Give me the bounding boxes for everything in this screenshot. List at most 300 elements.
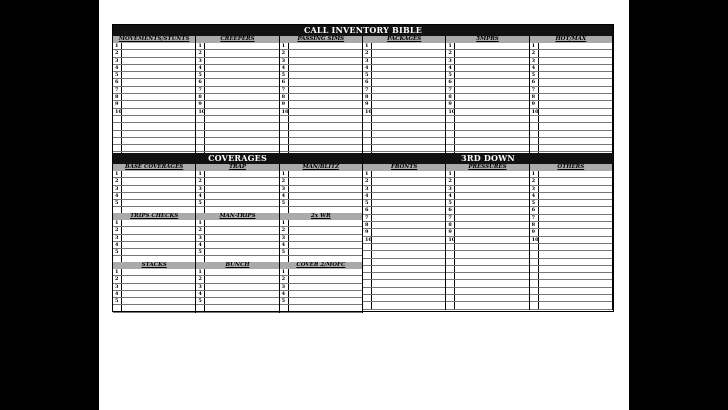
list-row[interactable]	[530, 65, 612, 72]
list-row[interactable]	[363, 266, 445, 273]
list-row[interactable]	[113, 79, 195, 86]
list-row[interactable]	[196, 298, 278, 305]
list-row[interactable]	[280, 94, 362, 101]
row-number: 1	[196, 171, 205, 177]
row-number: 9	[530, 229, 539, 235]
list-row[interactable]	[446, 65, 528, 72]
row-number: 3	[196, 58, 205, 64]
list-row[interactable]	[280, 249, 362, 256]
row-number: 4	[113, 291, 122, 297]
row-number	[113, 131, 122, 137]
list-row[interactable]	[446, 131, 528, 138]
list-row[interactable]	[113, 131, 195, 138]
list-row[interactable]	[530, 186, 612, 193]
row-number	[530, 145, 539, 151]
list-row[interactable]	[446, 229, 528, 236]
list-row[interactable]	[446, 178, 528, 185]
row-number	[530, 302, 539, 308]
list-row[interactable]	[280, 101, 362, 108]
list-row[interactable]	[530, 123, 612, 130]
list-row[interactable]	[446, 87, 528, 94]
row-number: 2	[196, 276, 205, 282]
list-row[interactable]	[530, 280, 612, 287]
row-number: 7	[446, 87, 455, 93]
list-row[interactable]	[196, 220, 278, 227]
row-number: 8	[363, 222, 372, 228]
list-row[interactable]	[113, 178, 195, 185]
list-row[interactable]	[196, 269, 278, 276]
list-row[interactable]	[530, 288, 612, 295]
row-number: 4	[280, 65, 289, 71]
list-row[interactable]	[280, 72, 362, 79]
list-row[interactable]	[196, 193, 278, 200]
row-number: 8	[530, 94, 539, 100]
list-row[interactable]	[113, 87, 195, 94]
list-row[interactable]	[280, 145, 362, 152]
list-row[interactable]	[196, 276, 278, 283]
list-row[interactable]	[363, 259, 445, 266]
list-row[interactable]	[196, 171, 278, 178]
row-number: 6	[196, 79, 205, 85]
row-number: 2	[280, 276, 289, 282]
list-row[interactable]	[446, 72, 528, 79]
list-row[interactable]	[363, 65, 445, 72]
list-row[interactable]	[280, 186, 362, 193]
list-row[interactable]	[363, 244, 445, 251]
list-row[interactable]	[363, 138, 445, 145]
list-row[interactable]	[446, 273, 528, 280]
list-row[interactable]	[280, 123, 362, 130]
list-row[interactable]	[113, 116, 195, 123]
list-row[interactable]	[280, 58, 362, 65]
row-number	[446, 244, 455, 250]
list-row[interactable]	[280, 79, 362, 86]
list-row[interactable]	[363, 171, 445, 178]
list-row[interactable]	[363, 302, 445, 309]
list-row[interactable]	[446, 200, 528, 207]
header-stacks: STACKS	[113, 262, 196, 269]
row-number	[363, 280, 372, 286]
row-number: 10	[531, 236, 539, 243]
list-row[interactable]	[196, 109, 278, 116]
row-number: 10	[448, 108, 456, 115]
row-number: 8	[363, 94, 372, 100]
list-row[interactable]	[196, 131, 278, 138]
row-number	[363, 145, 372, 151]
row-number: 8	[530, 222, 539, 228]
row-number: 7	[280, 87, 289, 93]
row-number: 10	[281, 108, 289, 115]
list-row[interactable]	[446, 207, 528, 214]
row-number	[446, 131, 455, 137]
list-row[interactable]	[113, 171, 195, 178]
row-number: 3	[280, 284, 289, 290]
list-row[interactable]	[363, 94, 445, 101]
list-row[interactable]	[363, 178, 445, 185]
row-number	[196, 123, 205, 129]
list-row[interactable]	[530, 131, 612, 138]
list-row[interactable]	[280, 235, 362, 242]
row-number: 1	[113, 43, 122, 49]
list-row[interactable]	[530, 109, 612, 116]
list-row[interactable]	[280, 291, 362, 298]
list-row[interactable]	[196, 50, 278, 57]
list-row[interactable]	[196, 138, 278, 145]
list-row[interactable]	[530, 193, 612, 200]
row-number: 3	[196, 284, 205, 290]
row-number	[363, 266, 372, 272]
list-row[interactable]	[446, 123, 528, 130]
list-row[interactable]	[363, 186, 445, 193]
row-number	[363, 273, 372, 279]
list-row[interactable]	[280, 276, 362, 283]
row-number: 4	[280, 291, 289, 297]
list-row[interactable]	[530, 222, 612, 229]
row-number: 10	[448, 236, 456, 243]
list-row[interactable]	[530, 302, 612, 309]
list-row[interactable]	[363, 237, 445, 244]
list-row[interactable]	[446, 259, 528, 266]
list-row[interactable]	[280, 171, 362, 178]
top-column-3	[280, 43, 363, 160]
list-row[interactable]	[530, 273, 612, 280]
list-row[interactable]	[363, 145, 445, 152]
list-row[interactable]	[113, 58, 195, 65]
list-row[interactable]	[363, 72, 445, 79]
list-row[interactable]	[363, 43, 445, 50]
list-row[interactable]	[196, 87, 278, 94]
list-row[interactable]	[113, 242, 195, 249]
row-number: 10	[115, 108, 122, 115]
list-row[interactable]	[530, 215, 612, 222]
list-row[interactable]	[280, 227, 362, 234]
row-number: 5	[196, 249, 205, 255]
list-row[interactable]	[280, 305, 362, 312]
coverage-column	[196, 171, 279, 215]
row-number	[280, 145, 289, 151]
row-number: 6	[113, 79, 122, 85]
row-number: 3	[280, 235, 289, 241]
header-trap: TRAP	[196, 164, 279, 171]
list-row[interactable]	[113, 235, 195, 242]
list-row[interactable]	[530, 116, 612, 123]
list-row[interactable]	[113, 65, 195, 72]
list-row[interactable]	[363, 50, 445, 57]
list-row[interactable]	[446, 251, 528, 258]
list-row[interactable]	[280, 87, 362, 94]
list-row[interactable]	[196, 72, 278, 79]
list-row[interactable]	[446, 101, 528, 108]
list-row[interactable]	[280, 284, 362, 291]
row-number: 3	[530, 58, 539, 64]
row-number	[530, 244, 539, 250]
list-row[interactable]	[363, 109, 445, 116]
row-number: 4	[530, 193, 539, 199]
list-row[interactable]	[113, 291, 195, 298]
document-page	[99, 0, 629, 410]
list-row[interactable]	[363, 251, 445, 258]
list-row[interactable]	[446, 138, 528, 145]
list-row[interactable]	[446, 145, 528, 152]
row-number: 2	[113, 50, 122, 56]
list-row[interactable]	[113, 284, 195, 291]
list-row[interactable]	[113, 145, 195, 152]
row-number: 4	[196, 193, 205, 199]
row-number: 4	[280, 242, 289, 248]
list-row[interactable]	[113, 94, 195, 101]
list-row[interactable]	[446, 280, 528, 287]
row-number: 4	[196, 65, 205, 71]
list-row[interactable]	[363, 273, 445, 280]
header-packages: PACKAGES	[363, 36, 446, 43]
list-row[interactable]	[113, 193, 195, 200]
row-number: 5	[196, 72, 205, 78]
row-number	[113, 145, 122, 151]
list-row[interactable]	[280, 193, 362, 200]
list-row[interactable]	[196, 116, 278, 123]
list-row[interactable]	[530, 244, 612, 251]
row-number: 2	[280, 50, 289, 56]
list-row[interactable]	[280, 242, 362, 249]
list-row[interactable]	[363, 116, 445, 123]
header-trips-checks: TRIPS CHECKS	[113, 213, 196, 220]
list-row[interactable]	[196, 79, 278, 86]
list-row[interactable]	[196, 235, 278, 242]
list-row[interactable]	[113, 220, 195, 227]
row-number: 6	[530, 207, 539, 213]
list-row[interactable]	[280, 200, 362, 207]
coverage-column	[280, 220, 363, 264]
list-row[interactable]	[530, 138, 612, 145]
list-row[interactable]	[530, 207, 612, 214]
list-row[interactable]	[280, 109, 362, 116]
list-row[interactable]	[113, 269, 195, 276]
list-row[interactable]	[196, 305, 278, 312]
list-row[interactable]	[530, 101, 612, 108]
row-number: 7	[113, 87, 122, 93]
list-row[interactable]	[280, 43, 362, 50]
list-row[interactable]	[530, 259, 612, 266]
list-row[interactable]	[363, 215, 445, 222]
list-row[interactable]	[196, 178, 278, 185]
list-row[interactable]	[446, 288, 528, 295]
list-row[interactable]	[530, 79, 612, 86]
row-number: 9	[363, 229, 372, 235]
list-row[interactable]	[196, 291, 278, 298]
list-row[interactable]	[196, 123, 278, 130]
list-row[interactable]	[196, 284, 278, 291]
list-row[interactable]	[280, 50, 362, 57]
list-row[interactable]	[113, 50, 195, 57]
list-row[interactable]	[530, 237, 612, 244]
row-number: 2	[363, 178, 372, 184]
list-row[interactable]	[113, 298, 195, 305]
third-down-column	[530, 171, 613, 310]
header-5mprs: 5MPRS	[446, 36, 529, 43]
list-row[interactable]	[196, 94, 278, 101]
row-number: 6	[446, 79, 455, 85]
list-row[interactable]	[363, 222, 445, 229]
list-row[interactable]	[363, 207, 445, 214]
row-number: 3	[113, 284, 122, 290]
list-row[interactable]	[113, 43, 195, 50]
row-number	[446, 116, 455, 122]
list-row[interactable]	[446, 58, 528, 65]
row-number: 2	[196, 227, 205, 233]
row-number	[363, 116, 372, 122]
list-row[interactable]	[446, 109, 528, 116]
row-number: 5	[113, 249, 122, 255]
list-row[interactable]	[363, 87, 445, 94]
list-row[interactable]	[280, 65, 362, 72]
list-row[interactable]	[363, 229, 445, 236]
third-down-column	[446, 171, 529, 310]
row-number: 5	[280, 200, 289, 206]
list-row[interactable]	[280, 178, 362, 185]
list-row[interactable]	[530, 94, 612, 101]
list-row[interactable]	[280, 269, 362, 276]
list-row[interactable]	[530, 58, 612, 65]
list-row[interactable]	[530, 295, 612, 302]
list-row[interactable]	[196, 200, 278, 207]
list-row[interactable]	[446, 79, 528, 86]
list-row[interactable]	[363, 101, 445, 108]
list-row[interactable]	[113, 109, 195, 116]
list-row[interactable]	[530, 50, 612, 57]
row-number	[363, 138, 372, 144]
row-number: 10	[531, 108, 539, 115]
list-row[interactable]	[363, 58, 445, 65]
list-row[interactable]	[446, 302, 528, 309]
row-number: 7	[363, 215, 372, 221]
list-row[interactable]	[446, 237, 528, 244]
list-row[interactable]	[446, 116, 528, 123]
list-row[interactable]	[113, 101, 195, 108]
sheet-title: CALL INVENTORY BIBLE	[113, 25, 613, 36]
list-row[interactable]	[196, 43, 278, 50]
list-row[interactable]	[363, 131, 445, 138]
list-row[interactable]	[363, 123, 445, 130]
row-number	[446, 123, 455, 129]
list-row[interactable]	[530, 87, 612, 94]
row-number	[363, 259, 372, 265]
row-number: 2	[113, 276, 122, 282]
header-base-coverages: BASE COVERAGES	[113, 164, 196, 171]
row-number: 5	[446, 72, 455, 78]
list-row[interactable]	[196, 227, 278, 234]
list-row[interactable]	[530, 251, 612, 258]
list-row[interactable]	[446, 186, 528, 193]
row-number	[363, 288, 372, 294]
list-row[interactable]	[280, 220, 362, 227]
list-row[interactable]	[530, 266, 612, 273]
list-row[interactable]	[530, 43, 612, 50]
list-row[interactable]	[280, 138, 362, 145]
row-number: 3	[363, 186, 372, 192]
list-row[interactable]	[113, 186, 195, 193]
row-number: 2	[280, 178, 289, 184]
list-row[interactable]	[196, 145, 278, 152]
list-row[interactable]	[196, 58, 278, 65]
row-number: 1	[446, 171, 455, 177]
list-row[interactable]	[113, 138, 195, 145]
list-row[interactable]	[113, 276, 195, 283]
list-row[interactable]	[446, 215, 528, 222]
list-row[interactable]	[530, 171, 612, 178]
list-row[interactable]	[446, 43, 528, 50]
row-number: 3	[363, 58, 372, 64]
list-row[interactable]	[363, 193, 445, 200]
row-number: 1	[446, 43, 455, 49]
list-row[interactable]	[446, 94, 528, 101]
list-row[interactable]	[113, 72, 195, 79]
list-row[interactable]	[446, 222, 528, 229]
row-number	[530, 273, 539, 279]
row-number: 1	[280, 269, 289, 275]
list-row[interactable]	[363, 280, 445, 287]
list-row[interactable]	[196, 186, 278, 193]
list-row[interactable]	[196, 65, 278, 72]
list-row[interactable]	[363, 200, 445, 207]
list-row[interactable]	[280, 298, 362, 305]
row-number	[446, 251, 455, 257]
list-row[interactable]	[446, 244, 528, 251]
header-hot-max: HOT/MAX	[530, 36, 613, 43]
row-number	[446, 138, 455, 144]
list-row[interactable]	[446, 266, 528, 273]
list-row[interactable]	[446, 295, 528, 302]
header-movements-stunts: MOVEMENTS/STUNTS	[113, 36, 196, 43]
list-row[interactable]	[113, 249, 195, 256]
row-number: 6	[530, 79, 539, 85]
row-number: 6	[280, 79, 289, 85]
row-number: 2	[196, 178, 205, 184]
row-number: 10	[365, 236, 372, 243]
row-number: 4	[196, 242, 205, 248]
list-row[interactable]	[280, 116, 362, 123]
row-number: 9	[280, 101, 289, 107]
list-row[interactable]	[113, 200, 195, 207]
row-number: 3	[196, 235, 205, 241]
list-row[interactable]	[113, 305, 195, 312]
list-row[interactable]	[363, 288, 445, 295]
list-row[interactable]	[446, 171, 528, 178]
row-number: 1	[530, 43, 539, 49]
row-number: 4	[280, 193, 289, 199]
list-row[interactable]	[113, 227, 195, 234]
row-number	[530, 138, 539, 144]
list-row[interactable]	[446, 193, 528, 200]
list-row[interactable]	[530, 145, 612, 152]
list-row[interactable]	[113, 123, 195, 130]
row-number	[363, 302, 372, 308]
list-row[interactable]	[196, 249, 278, 256]
list-row[interactable]	[196, 101, 278, 108]
row-number: 1	[363, 171, 372, 177]
list-row[interactable]	[446, 50, 528, 57]
list-row[interactable]	[280, 131, 362, 138]
list-row[interactable]	[530, 178, 612, 185]
list-row[interactable]	[196, 242, 278, 249]
list-row[interactable]	[530, 72, 612, 79]
list-row[interactable]	[363, 295, 445, 302]
row-number: 9	[530, 101, 539, 107]
row-number: 7	[530, 87, 539, 93]
list-row[interactable]	[530, 200, 612, 207]
list-row[interactable]	[363, 79, 445, 86]
row-number: 3	[280, 58, 289, 64]
list-row[interactable]	[530, 229, 612, 236]
